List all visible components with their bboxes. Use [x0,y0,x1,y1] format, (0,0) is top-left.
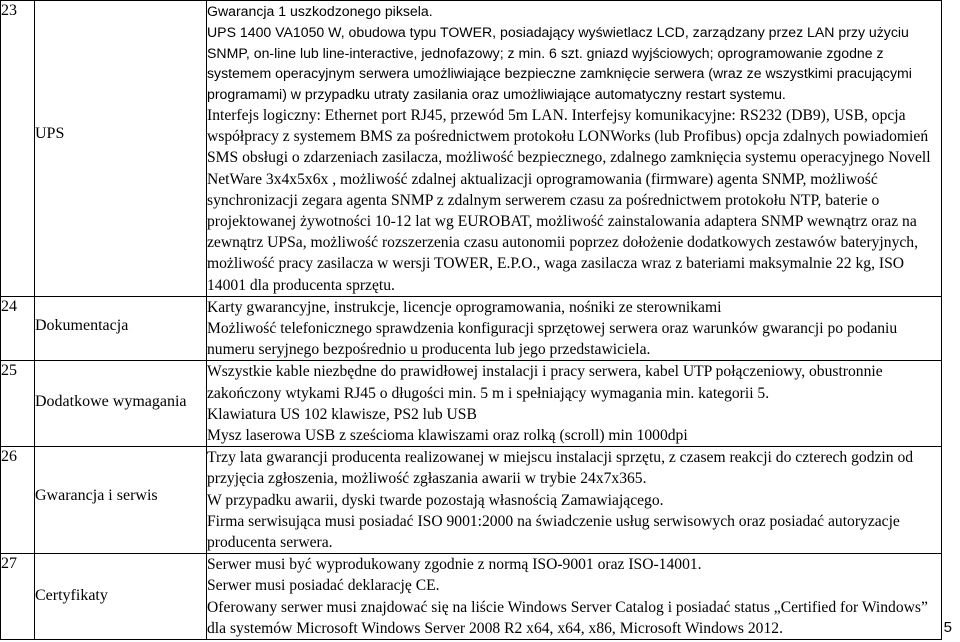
description-line: Serwer musi posiadać deklarację CE. [207,577,440,595]
row-number: 24 [1,296,35,361]
row-description [207,1,942,297]
table-row-26 [1,447,942,554]
description-line: Serwer musi być wyprodukowany zgodnie z normą ISO-9001 oraz ISO-14001. [207,556,702,574]
row-name: Dodatkowe wymagania [35,393,187,411]
description-line: Mysz laserowa USB z sześcioma klawiszami oraz rolką (scroll) min 1000dpi [207,427,688,445]
description-line: Oferowany serwer musi znajdować się na liście Windows Server Catalog i posiadać status „Certified for Windows” dla systemów Microsoft Windows Server 2008 R2 x64, x64, x86, Microsoft Windows 2012. [207,598,928,637]
row-name: Dokumentacja [35,316,129,334]
description-line: Trzy lata gwarancji producenta realizowanej w miejscu instalacji sprzętu, z czasem reakcji do czterech godzin od przyjęcia zgłoszenia, możliwość zgłaszania awarii w trybie 24x7x365. [207,449,914,488]
row-number: 26 [1,447,35,554]
table-row-25 [1,361,942,447]
row-name: UPS [35,125,65,142]
description-line: Karty gwarancyjne, instrukcje, licencje oprogramowania, nośniki ze sterownikami [207,298,722,316]
table-row-27 [1,554,942,640]
row-number: 27 [1,554,35,640]
row-number: 25 [1,361,35,447]
row-description [207,361,942,447]
table-row-23 [1,1,942,297]
description-line: W przypadku awarii, dyski twarde pozostają własnością Zamawiającego. [207,491,664,509]
row-description [207,447,942,554]
description-line: Możliwość telefonicznego sprawdzenia konfiguracji sprzętowej serwera oraz warunków gwarancji po podaniu numeru seryjnego bezpośrednio u producenta lub jego przedstawiciela. [207,320,898,359]
description-line: Wszystkie kable niezbędne do prawidłowej instalacji i pracy serwera, kabel UTP połączeniowy, obustronnie zakończony wtykami RJ45 o długości min. 5 m i spełniający wymagania min. kategorii 5. [207,363,883,402]
description-line: Firma serwisująca musi posiadać ISO 9001:2000 na świadczenie usług serwisowych oraz posiadać autoryzacje producenta serwera. [207,512,900,552]
page-number: 5 [943,619,952,636]
row-number: 23 [1,1,35,297]
description-line: UPS 1400 VA1050 W, obudowa typu TOWER, posiadający wyświetlacz LCD, zarządzany przez LAN przy użyciu SNMP, on-line lub line-interactive, jednofazowy; z min. 6 szt. gniazd wyjściowych; oprogramowanie zgodne z systemem operacyjnym serwera umożliwiające bezpieczne zamknięcie serwera (wraz ze wszystkimi pracującymi programami) w przypadku utraty zasilania oraz umożliwiające automatyczny restart systemu. [207,23,912,103]
row-name: Certyfikaty [35,586,108,604]
row-description [207,554,942,640]
row-description [207,296,942,361]
description-line: Interfejs logiczny: Ethernet port RJ45, przewód 5m LAN. Interfejsy komunikacyjne: RS232 (DB9), USB, opcja współpracy z systemem BMS za pośrednictwem protokołu LONWorks (lub Profibus) opcja zdalnych powiadomień SMS obsługi o zdarzeniach zasilacza, możliwość bezpiecznego, zdalnego zamknięcia systemu operacyjnego Novell NetWare 3x4x5x6x , możliwość zdalnej aktualizacji oprogramowania (firmware) agenta SNMP, możliwość synchronizacji zegara agenta SNMP z zdalnym serwerem czasu za pośrednictwem protokołu NTP, baterie o projektowanej żywotności 10-12 lat wg EUROBAT, możliwość zainstalowania adaptera SNMP wewnątrz oraz na zewnątrz UPSa, możliwość rozszerzenia czasu autonomii poprzez dołożenie dodatkowych zestawów bateryjnych, możliwość pracy zasilacza w wersji TOWER, E.P.O., waga zasilacza wraz z bateriami maksymalnie 22 kg, ISO 14001 dla producenta sprzętu. [207,106,931,294]
table-row-24 [1,296,942,361]
description-line: Klawiatura US 102 klawisze, PS2 lub USB [207,405,477,423]
row-name: Gwarancja i serwis [35,486,158,504]
description-line: Gwarancja 1 uszkodzonego piksela. [207,3,433,19]
